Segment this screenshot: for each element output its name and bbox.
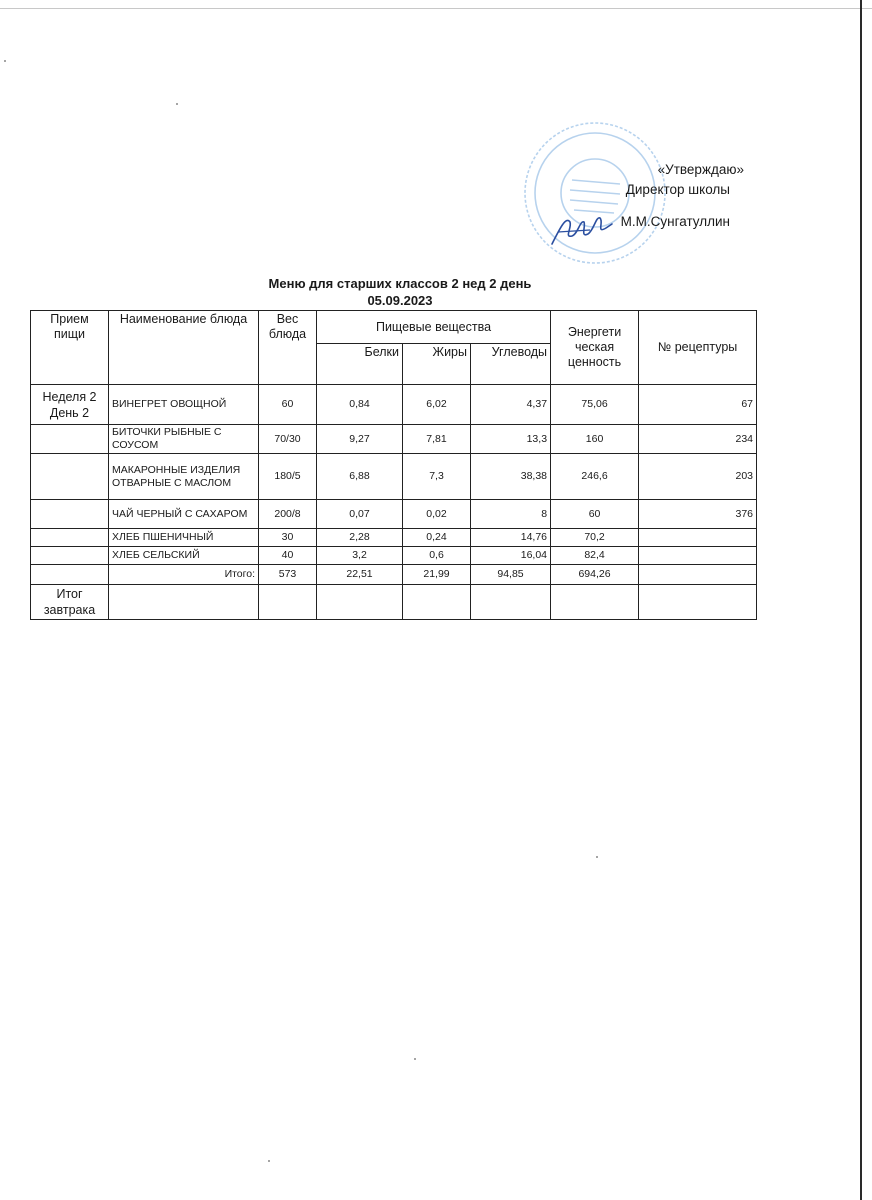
dish-name: ЧАЙ ЧЕРНЫЙ С САХАРОМ [109,500,259,529]
header-weight: Вес блюда [259,311,317,385]
dish-energy: 82,4 [551,547,639,565]
total-energy: 694,26 [551,565,639,585]
dish-weight: 180/5 [259,454,317,500]
dish-name: МАКАРОННЫЕ ИЗДЕЛИЯ ОТВАРНЫЕ С МАСЛОМ [109,454,259,500]
header-carbs: Углеводы [471,344,551,385]
dish-fats: 7,81 [403,425,471,454]
scan-top-edge [0,8,872,9]
dish-carbs: 13,3 [471,425,551,454]
dish-proteins: 6,88 [317,454,403,500]
dish-fats: 7,3 [403,454,471,500]
dish-recipe: 234 [639,425,757,454]
menu-date: 05.09.2023 [367,293,433,308]
dish-name: ВИНЕГРЕТ ОВОЩНОЙ [109,385,259,425]
table-row [31,547,757,565]
breakfast-total-row [31,585,757,620]
scan-speck [176,103,178,105]
dish-energy: 60 [551,500,639,529]
table-row [31,425,757,454]
menu-title-block [200,275,600,309]
dish-fats: 0,6 [403,547,471,565]
dish-carbs: 38,38 [471,454,551,500]
header-nutrients: Пищевые вещества [317,311,551,344]
header-proteins: Белки [317,344,403,385]
scan-speck [596,856,598,858]
dish-energy: 160 [551,425,639,454]
dish-energy: 75,06 [551,385,639,425]
dish-proteins: 9,27 [317,425,403,454]
table-row [31,385,757,425]
dish-weight: 70/30 [259,425,317,454]
scan-right-edge [860,0,862,1200]
director-position: Директор школы [625,182,730,197]
total-label: Итого: [109,565,259,585]
table-row [31,454,757,500]
header-meal: Прием пищи [31,311,109,385]
dish-recipe [639,529,757,547]
dish-name: ХЛЕБ ПШЕНИЧНЫЙ [109,529,259,547]
dish-fats: 6,02 [403,385,471,425]
director-name: М.М.Сунгатуллин [620,214,730,229]
approve-label: «Утверждаю» [657,162,744,177]
menu-title: Меню для старших классов 2 нед 2 день [268,276,532,291]
dish-proteins: 0,84 [317,385,403,425]
dish-carbs: 16,04 [471,547,551,565]
table-row [31,500,757,529]
dish-recipe: 376 [639,500,757,529]
header-recipe: № рецептуры [639,311,757,385]
dish-name: ХЛЕБ СЕЛЬСКИЙ [109,547,259,565]
scan-speck [4,60,6,62]
dish-fats: 0,02 [403,500,471,529]
total-proteins: 22,51 [317,565,403,585]
dish-recipe [639,547,757,565]
table-row [31,529,757,547]
total-weight: 573 [259,565,317,585]
signature-icon [550,208,614,248]
dish-proteins: 0,07 [317,500,403,529]
dish-carbs: 8 [471,500,551,529]
dish-name: БИТОЧКИ РЫБНЫЕ С СОУСОМ [109,425,259,454]
dish-proteins: 2,28 [317,529,403,547]
dish-proteins: 3,2 [317,547,403,565]
dish-recipe: 67 [639,385,757,425]
dish-weight: 30 [259,529,317,547]
scan-speck [268,1160,270,1162]
dish-weight: 200/8 [259,500,317,529]
total-carbs: 94,85 [471,565,551,585]
header-row [31,311,757,344]
approval-block [620,160,744,232]
dish-recipe: 203 [639,454,757,500]
dish-weight: 60 [259,385,317,425]
header-energy: Энергети ческая ценность [551,311,639,385]
dish-energy: 70,2 [551,529,639,547]
menu-table [30,310,757,620]
scan-speck [414,1058,416,1060]
header-dish: Наименование блюда [109,311,259,385]
meal-label: Неделя 2 День 2 [31,385,109,425]
breakfast-total-label: Итог завтрака [31,585,109,620]
dish-weight: 40 [259,547,317,565]
total-fats: 21,99 [403,565,471,585]
dish-energy: 246,6 [551,454,639,500]
dish-carbs: 14,76 [471,529,551,547]
dish-fats: 0,24 [403,529,471,547]
total-row [31,565,757,585]
header-fats: Жиры [403,344,471,385]
dish-carbs: 4,37 [471,385,551,425]
